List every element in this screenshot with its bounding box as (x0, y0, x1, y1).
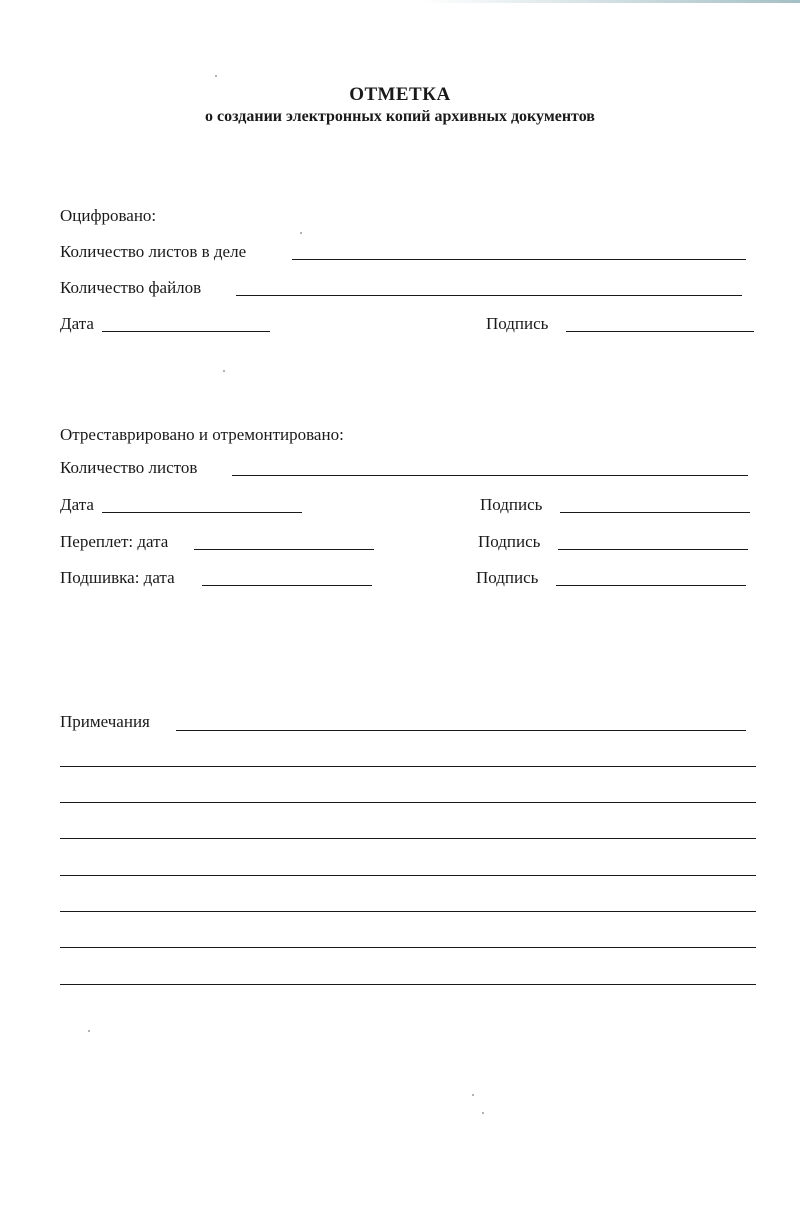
restored-signature-field[interactable] (560, 512, 750, 513)
scan-speck (472, 1094, 474, 1096)
digitized-heading: Оцифровано: (60, 206, 157, 225)
restored-sheets-label: Количество листов (60, 458, 198, 477)
digitized-signature-label: Подпись (486, 314, 549, 333)
digitized-files-label: Количество файлов (60, 278, 202, 297)
binding-signature-label: Подпись (478, 532, 541, 551)
stitching-date-field[interactable] (202, 585, 372, 586)
restored-date-field[interactable] (102, 512, 302, 513)
binding-signature-field[interactable] (558, 549, 748, 550)
restored-signature-label: Подпись (480, 495, 543, 514)
notes-line[interactable] (60, 802, 756, 803)
digitized-date-field[interactable] (102, 331, 270, 332)
scan-speck (482, 1112, 484, 1114)
binding-date-label: Переплет: дата (60, 532, 169, 551)
binding-date-field[interactable] (194, 549, 374, 550)
notes-line[interactable] (60, 875, 756, 876)
restored-heading: Отреставрировано и отремонтировано: (60, 425, 344, 444)
notes-line[interactable] (60, 766, 756, 767)
digitized-date-label: Дата (60, 314, 94, 333)
restored-sheets-field[interactable] (232, 475, 748, 476)
notes-line[interactable] (176, 730, 746, 731)
notes-label: Примечания (60, 712, 150, 731)
scan-speck (88, 1030, 90, 1032)
notes-line[interactable] (60, 838, 756, 839)
digitized-sheets-label: Количество листов в деле (60, 242, 247, 261)
document-subtitle: о создании электронных копий архивных документов (205, 108, 595, 125)
scan-speck (215, 75, 217, 77)
scan-edge-line (420, 0, 800, 3)
digitized-signature-field[interactable] (566, 331, 754, 332)
scan-speck (300, 232, 302, 234)
notes-line[interactable] (60, 947, 756, 948)
digitized-sheets-field[interactable] (292, 259, 746, 260)
scan-speck (223, 370, 225, 372)
stitching-signature-label: Подпись (476, 568, 539, 587)
notes-line[interactable] (60, 984, 756, 985)
document-title: ОТМЕТКА (349, 84, 451, 105)
stitching-date-label: Подшивка: дата (60, 568, 175, 587)
restored-date-label: Дата (60, 495, 94, 514)
digitized-files-field[interactable] (236, 295, 742, 296)
notes-line[interactable] (60, 911, 756, 912)
stitching-signature-field[interactable] (556, 585, 746, 586)
